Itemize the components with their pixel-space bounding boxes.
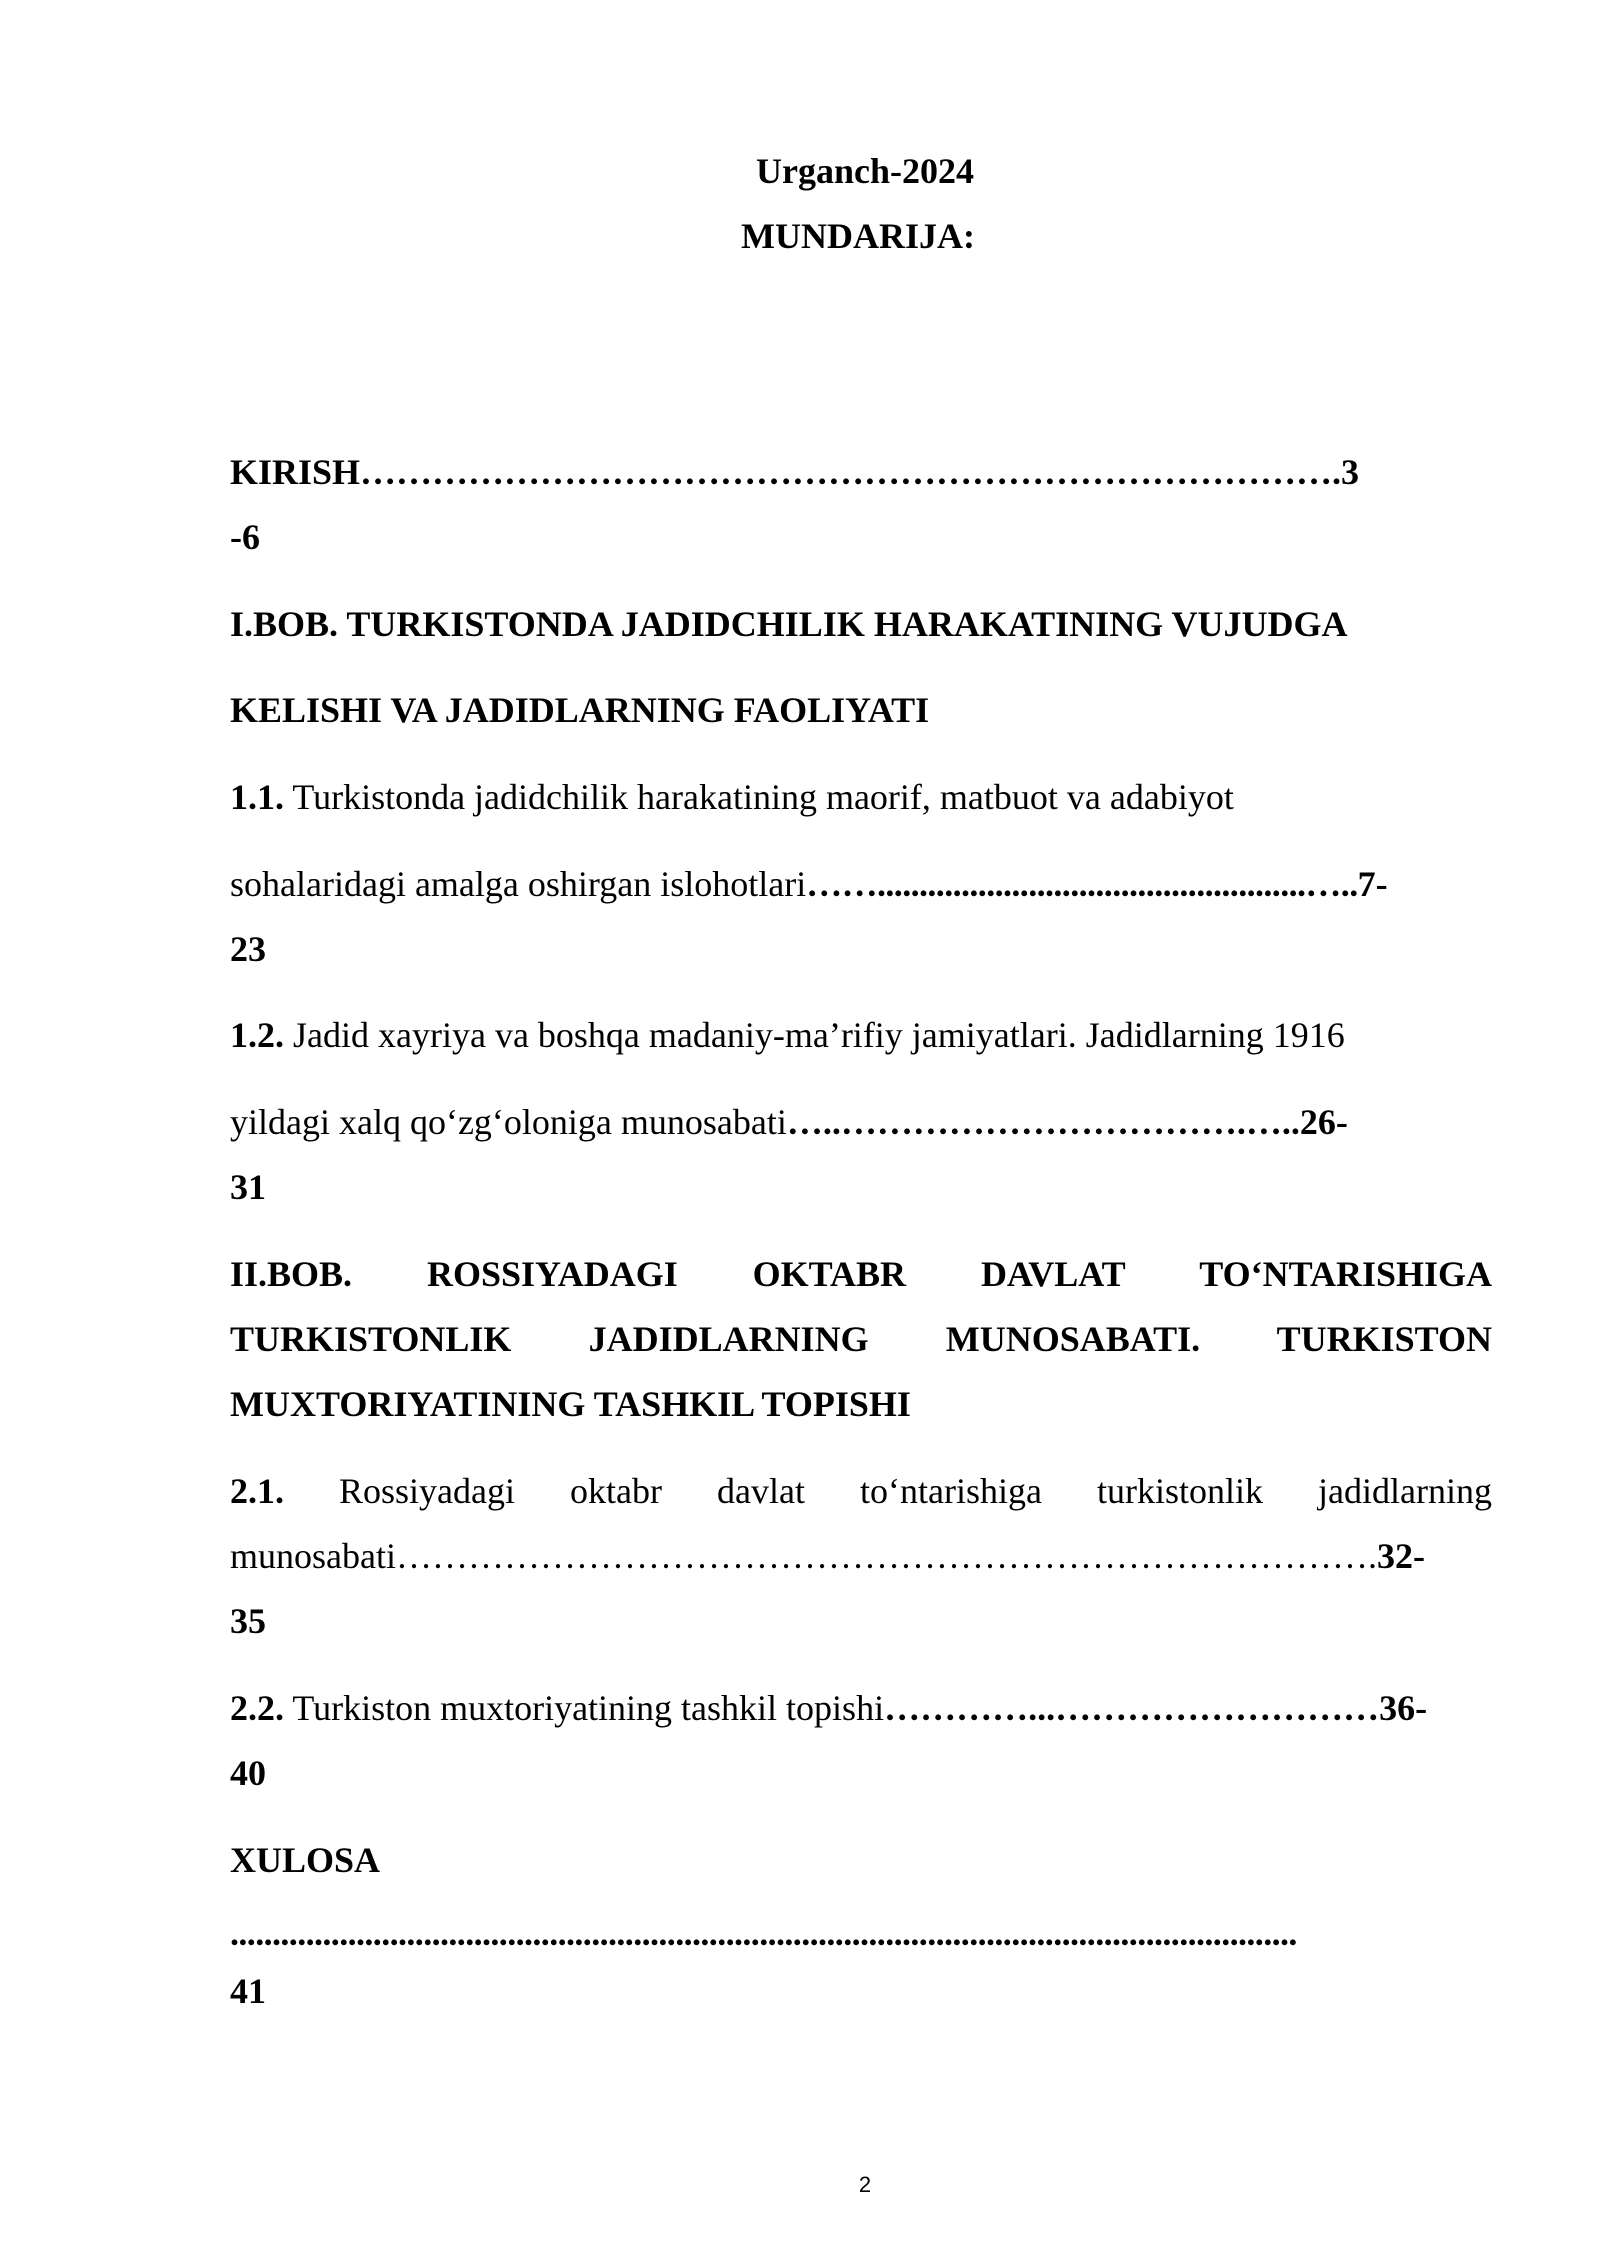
chapter-2-heading-line-1: II.BOB. ROSSIYADAGI OKTABR DAVLAT TO‘NTARISHIGA xyxy=(230,1254,1492,1294)
chapter-2-heading-line-3: MUXTORIYATINING TASHKIL TOPISHI xyxy=(230,1384,911,1424)
toc-page: 26- xyxy=(1299,1102,1348,1142)
section-title: Jadid xayriya va boshqa madaniy-ma’rifiy jamiyatlari. Jadidlarning 1916 xyxy=(284,1015,1345,1055)
chapter-1-heading-line-2: KELISHI VA JADIDLARNING FAOLIYATI xyxy=(230,690,930,730)
section-title: Turkiston muxtoriyatining tashkil topishi xyxy=(284,1688,885,1728)
toc-leader-dots: …..…………………………….….. xyxy=(786,1102,1300,1142)
section-title: Rossiyadagi oktabr davlat to‘ntarishiga turkistonlik jadidlarning xyxy=(284,1471,1492,1511)
section-title: Turkistonda jadidchilik harakatining maorif, matbuot va adabiyot xyxy=(284,777,1234,817)
toc-entry-1-1-line-1 xyxy=(230,775,1492,819)
section-title-cont: munosabati xyxy=(230,1536,396,1576)
chapter-1-heading-line-1: I.BOB. TURKISTONDA JADIDCHILIK HARAKATINING VUJUDGA xyxy=(230,604,1348,644)
toc-page: 32- xyxy=(1376,1536,1425,1576)
toc-page: 3 xyxy=(1341,452,1360,492)
section-number: 2.2. xyxy=(230,1688,284,1728)
toc-label: KIRISH xyxy=(230,452,361,492)
toc-page-continuation: 23 xyxy=(230,929,266,969)
section-number: 2.1. xyxy=(230,1471,284,1511)
toc-entry-2-1-line-2 xyxy=(230,1534,1492,1578)
toc-page-continuation: 35 xyxy=(230,1601,266,1641)
toc-page-continuation: -6 xyxy=(230,517,260,557)
section-number: 1.2. xyxy=(230,1015,284,1055)
section-title-cont: yildagi xalq qo‘zg‘oloniga munosabati xyxy=(230,1102,787,1142)
toc-leader-dots: ………………………………………………………………………. xyxy=(360,452,1342,492)
toc-entry-1-2-line-1 xyxy=(230,1013,1492,1057)
toc-leader-dots: …………...……………………… xyxy=(884,1688,1380,1728)
toc-entry-xulosa: XULOSA xyxy=(230,1840,381,1880)
toc-leader-dots: ............................................................................................................................... xyxy=(230,1913,1297,1953)
toc-page-continuation: 31 xyxy=(230,1167,266,1207)
toc-entry-2-2 xyxy=(230,1686,1492,1730)
toc-page: 41 xyxy=(230,1971,266,2011)
toc-entry-1-2-line-2 xyxy=(230,1100,1492,1144)
toc-entry-2-1-line-1 xyxy=(230,1469,1492,1513)
toc-entry-kirish xyxy=(230,450,1492,494)
section-title-cont: sohalaridagi amalga oshirgan islohotlari xyxy=(230,864,807,904)
section-number: 1.1. xyxy=(230,777,284,817)
page-number: 2 xyxy=(858,2172,872,2197)
toc-leader-dots: ……...................................................….. xyxy=(806,864,1358,904)
toc-entry-1-1-line-2 xyxy=(230,862,1492,906)
contents-title: MUNDARIJA: xyxy=(741,216,975,256)
toc-page: 36- xyxy=(1379,1688,1428,1728)
chapter-2-heading-line-2: TURKISTONLIK JADIDLARNING MUNOSABATI. TURKISTON xyxy=(230,1319,1492,1359)
toc-page: 7- xyxy=(1357,864,1388,904)
place-year: Urganch-2024 xyxy=(756,151,974,191)
toc-page-continuation: 40 xyxy=(230,1753,266,1793)
toc-leader-dots: ………………………………………………………………………. xyxy=(395,1536,1377,1576)
